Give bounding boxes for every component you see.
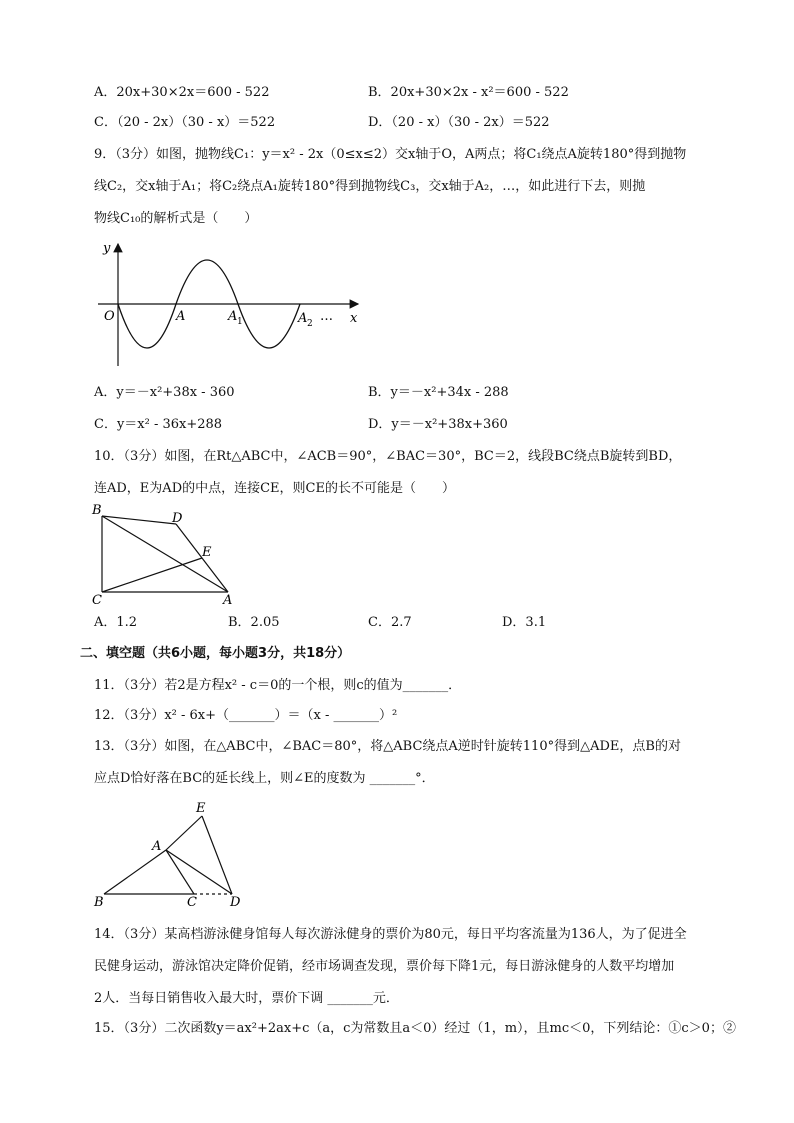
q9-label-o: O [104,309,115,324]
q10-text-line-2: 连AD，E为AD的中点，连接CE，则CE的长不可能是（ ） [94,481,455,496]
q14-text-line-3: 2人．当每日销售收入最大时，票价下调 _______元． [94,991,399,1006]
q9-option-d: D．y＝－x²+38x+360 [368,417,508,432]
q9-label-a2: A [298,311,308,326]
section-2-title: 二、填空题（共6小题，每小题3分，共18分） [80,646,351,661]
q9-label-y: y [103,241,111,256]
q13-label-e: E [196,801,206,816]
q14-text-line-2: 民健身运动，游泳馆决定降价促销，经市场调查发现，票价每下降1元，每日游泳健身的人数平均增加 [94,959,675,974]
q9-parabola-c1 [118,304,176,348]
q12-text: 12．（3分）x² - 6x+（_______）＝（x - _______）² [94,708,398,723]
q9-text-line-2: 线C₂，交x轴于A₁；将C₂绕点A₁旋转180°得到抛物线C₃，交x轴于A₂，…，如此进行下去，则抛 [94,179,646,194]
q9-option-b: B．y＝－x²+34x - 288 [368,385,509,400]
q10-label-d: D [172,511,183,526]
q9-label-a: A [176,309,186,324]
q9-label-ellipsis: … [320,309,333,324]
q13-label-d: D [230,895,241,910]
q11-text: 11．（3分）若2是方程x² - c＝0的一个根，则c的值为_______． [94,678,462,693]
q9-text-line-3: 物线C₁₀的解析式是（ ） [94,211,258,226]
q9-text-line-1: 9．（3分）如图，抛物线C₁：y＝x² - 2x（0≤x≤2）交x轴于O，A两点；将C₁绕点A旋转180°得到抛物 [94,147,687,162]
q9-label-a1-sub: 1 [237,317,243,327]
q10-option-c: C．2.7 [368,615,412,630]
q13-text-line-2: 应点D恰好落在BC的延长线上，则∠E的度数为 _______°． [94,771,435,786]
q9-option-c: C．y＝x² - 36x+288 [94,417,223,432]
q10-text-line-1: 10．（3分）如图，在Rt△ABC中，∠ACB＝90°，∠BAC＝30°，BC＝2，线段BC绕点B旋转到BD， [94,449,682,464]
q14-text-line-1: 14．（3分）某高档游泳健身馆每人每次游泳健身的票价为80元，每日平均客流量为136人，为了促进全 [94,927,687,942]
q9-label-x: x [350,311,358,326]
q8-option-d: D．（20 - x）（30 - 2x）＝522 [368,115,550,130]
q10-option-a: A．1.2 [94,615,138,630]
q10-label-c: C [92,593,102,608]
q8-option-a: A．20x+30×2x＝600 - 522 [94,85,270,100]
q13-text-line-1: 13．（3分）如图，在△ABC中，∠BAC＝80°，将△ABC绕点A逆时针旋转110°得到△ADE，点B的对 [94,739,681,754]
q13-label-c: C [187,895,197,910]
q10-label-a: A [223,593,233,608]
q9-parabola-figure [90,236,380,371]
q9-parabola-c3 [238,304,300,348]
q9-label-a2-sub: 2 [307,319,313,329]
q13-label-a: A [152,839,162,854]
q13-label-b: B [94,895,104,910]
q15-text: 15．（3分）二次函数y＝ax²+2ax+c（a，c为常数且a＜0）经过（1，m），且mc＜0，下列结论：①c＞0；② [94,1021,736,1036]
q13-rotation-figure [90,798,250,910]
q10-option-b: B．2.05 [228,615,280,630]
q10-label-e: E [202,545,212,560]
q9-option-a: A．y＝－x²+38x - 360 [94,385,235,400]
q8-option-b: B．20x+30×2x - x²＝600 - 522 [368,85,569,100]
q10-triangle-figure [88,500,248,606]
q8-option-c: C．（20 - 2x）（30 - x）＝522 [94,115,276,130]
q9-parabola-c2 [176,260,238,304]
q10-option-d: D．3.1 [502,615,547,630]
q10-label-b: B [92,503,102,518]
q9-label-a1: A [228,309,238,324]
